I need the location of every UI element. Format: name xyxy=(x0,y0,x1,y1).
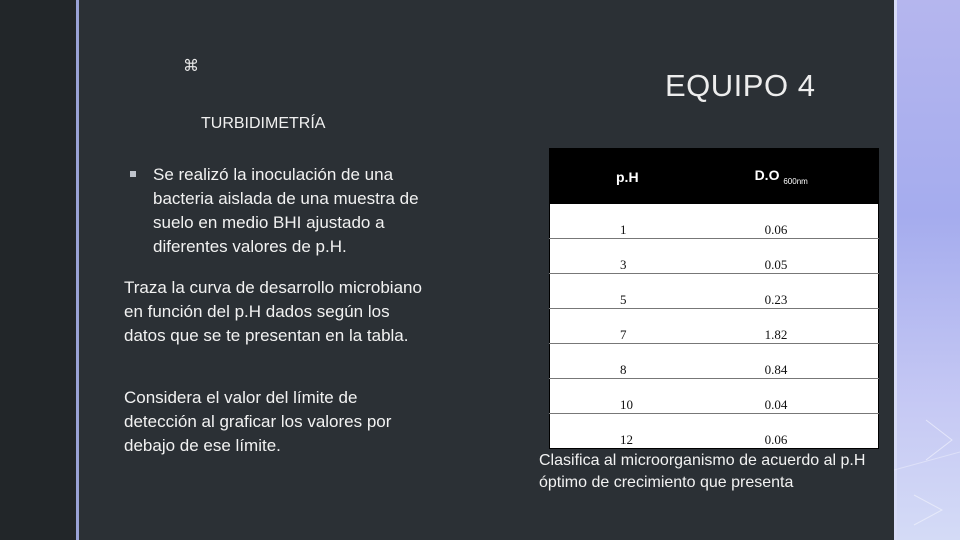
cell-ph: 7 xyxy=(550,309,693,344)
cell-do: 0.06 xyxy=(693,204,879,239)
cell-ph: 12 xyxy=(620,432,633,447)
left-dark-strip xyxy=(0,0,76,540)
cell-do: 0.04 xyxy=(693,379,879,414)
table-row xyxy=(550,239,879,274)
cell-ph: 5 xyxy=(550,274,693,309)
cell-ph: 10 xyxy=(550,379,693,414)
table-row xyxy=(550,309,879,344)
cell-do: 0.05 xyxy=(693,239,879,274)
table-header-row xyxy=(550,149,879,205)
classification-note: Clasifica al microorganismo de acuerdo al p.H óptimo de crecimiento que presenta xyxy=(539,452,866,491)
column-header-do-unit: 600nm xyxy=(783,176,808,186)
cell-do: 0.84 xyxy=(693,344,879,379)
bullet-item xyxy=(130,163,430,259)
bullet-text: Se realizó la inoculación de una bacteria aislada de una muestra de suelo en medio BHI ajustado a diferentes valores de p.H. xyxy=(153,165,419,256)
instruction-paragraph: Traza la curva de desarrollo microbiano en función del p.H dados según los datos que se te presentan en la tabla. xyxy=(124,278,422,345)
column-header-do: D.O $_{600nm}$ xyxy=(693,149,879,205)
cell-ph: 3 xyxy=(550,239,693,274)
cell-ph: 8 xyxy=(550,344,693,379)
cell-do: 1.82 xyxy=(693,309,879,344)
bullet-square-icon xyxy=(130,171,136,177)
table-row xyxy=(550,414,879,449)
cell-ph: 1 xyxy=(550,204,693,239)
decorative-chevron-lines xyxy=(894,400,960,540)
data-table xyxy=(549,148,879,449)
slide-title: EQUIPO 4 xyxy=(665,68,816,103)
table-row xyxy=(550,379,879,414)
table-row xyxy=(550,344,879,379)
slide-subtitle: TURBIDIMETRÍA xyxy=(201,115,326,132)
cell-do: 0.23 xyxy=(693,274,879,309)
detection-limit-paragraph: Considera el valor del límite de detección al graficar los valores por debajo de ese límite. xyxy=(124,388,392,455)
command-logo-icon: ⌘ xyxy=(183,58,199,75)
table-row xyxy=(550,274,879,309)
column-header-ph: p.H xyxy=(550,149,693,205)
cell-do: 0.06 xyxy=(764,432,788,447)
table-row xyxy=(550,204,879,239)
